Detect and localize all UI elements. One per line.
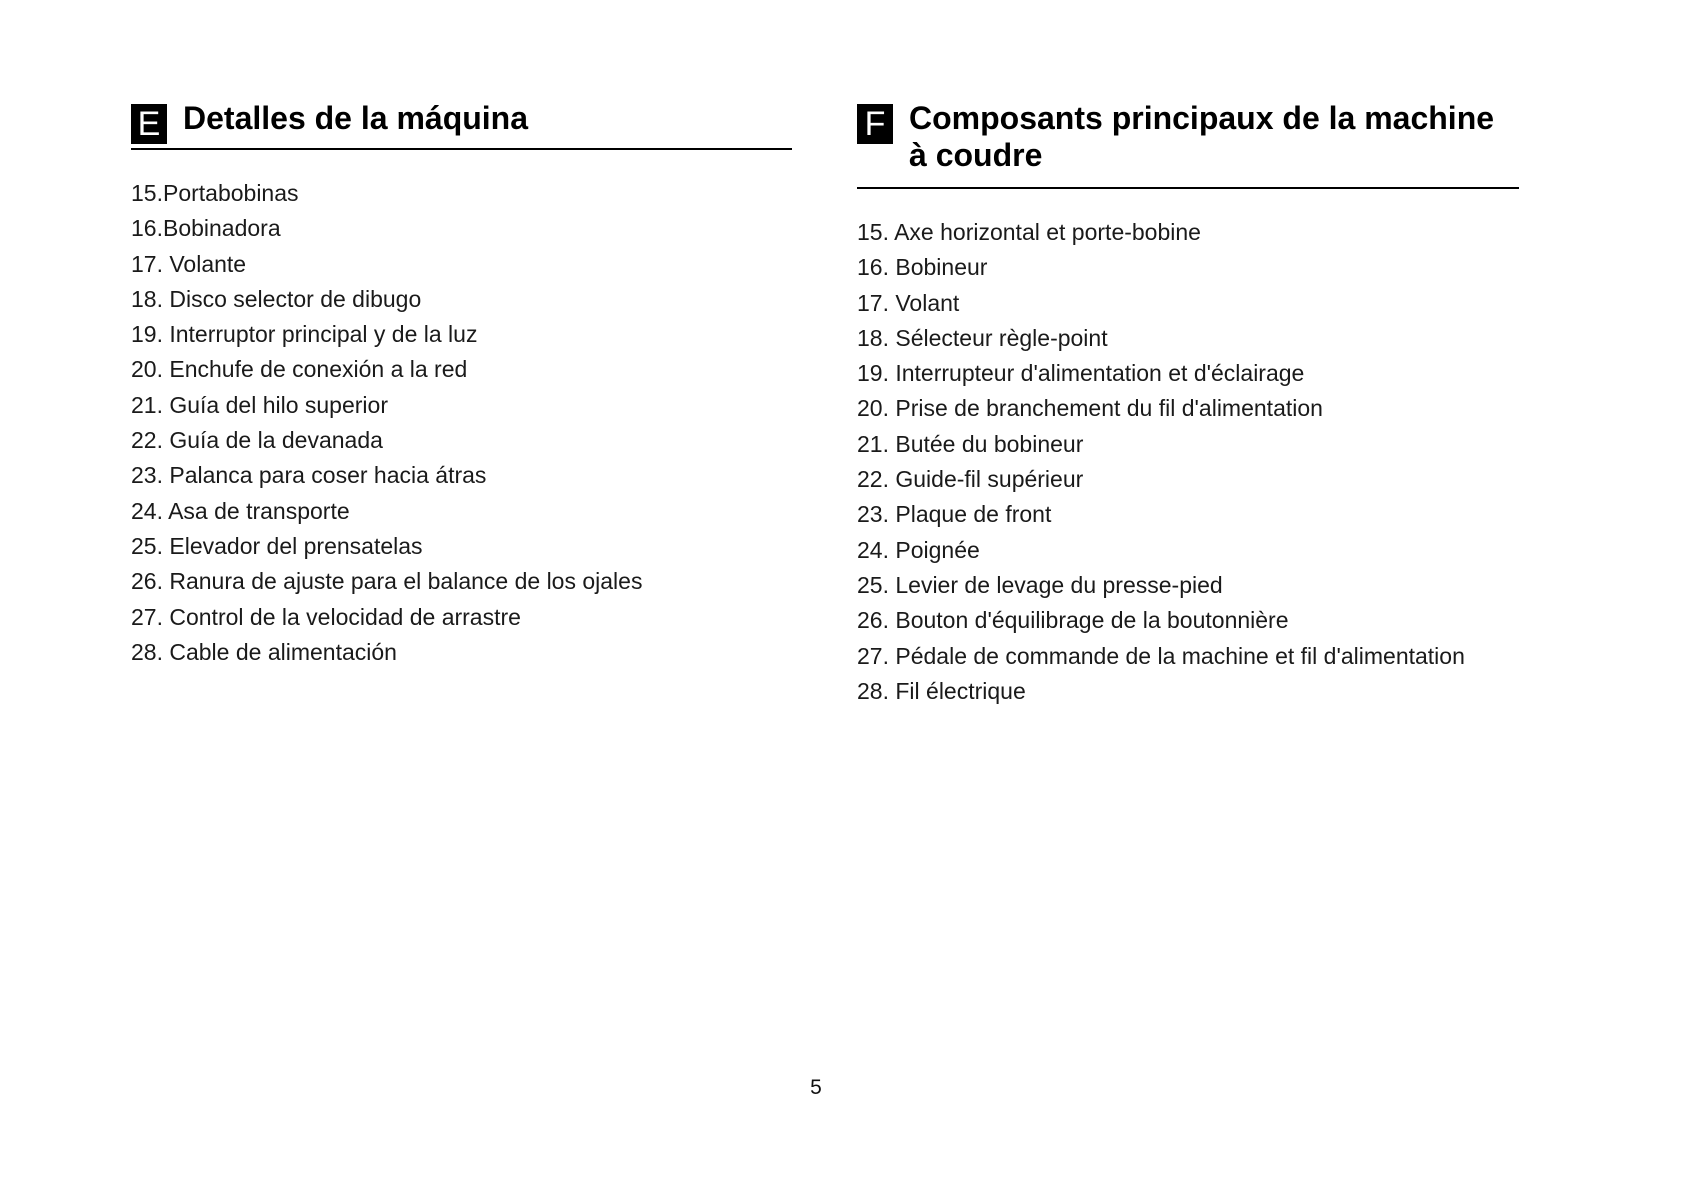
french-part-item: 19. Interrupteur d'alimentation et d'éclairage: [857, 360, 1305, 387]
spanish-part-item: 18. Disco selector de dibugo: [131, 285, 422, 312]
french-section-title: Composants principaux de la machine à coudre: [909, 100, 1495, 173]
french-part-item: 26. Bouton d'équilibrage de la boutonnière: [857, 607, 1289, 634]
spanish-part-item: 23. Palanca para coser hacia átras: [131, 462, 487, 489]
french-part-item: 22. Guide-fil supérieur: [857, 466, 1084, 493]
spanish-part-item: 27. Control de la velocidad de arrastre: [131, 603, 521, 630]
spanish-part-item: 25. Elevador del prensatelas: [131, 532, 423, 559]
french-part-item: 28. Fil électrique: [857, 677, 1026, 704]
spanish-part-item: 20. Enchufe de conexión a la red: [131, 356, 468, 383]
french-part-item: 17. Volant: [857, 289, 960, 316]
spanish-parts-list: [131, 176, 792, 670]
spanish-part-item: 15.Portabobinas: [131, 180, 299, 206]
french-part-item: 24. Poignée: [857, 536, 980, 563]
french-part-item: 25. Levier de levage du presse-pied: [857, 571, 1223, 598]
page-number: 5: [810, 1076, 822, 1099]
french-part-item: 23. Plaque de front: [857, 501, 1052, 528]
spanish-section: [131, 100, 792, 670]
french-part-item: 27. Pédale de commande de la machine et fil d'alimentation: [857, 642, 1465, 669]
spanish-part-item: 21. Guía del hilo superior: [131, 391, 388, 418]
spanish-part-item: 22. Guía de la devanada: [131, 427, 383, 454]
french-part-item: 21. Butée du bobineur: [857, 430, 1084, 457]
spanish-part-item: 26. Ranura de ajuste para el balance de los ojales: [131, 568, 643, 595]
french-section-header: [857, 100, 1519, 189]
language-badge-f: F: [857, 104, 893, 144]
language-badge-e: E: [131, 104, 167, 144]
spanish-part-item: 24. Asa de transporte: [131, 497, 350, 524]
spanish-part-item: 16.Bobinadora: [131, 215, 281, 242]
french-parts-list: [857, 215, 1519, 709]
french-part-item: 15. Axe horizontal et porte-bobine: [857, 219, 1201, 245]
french-part-item: 16. Bobineur: [857, 254, 988, 281]
french-section: [857, 100, 1519, 709]
spanish-part-item: 17. Volante: [131, 250, 247, 277]
spanish-part-item: 19. Interruptor principal y de la luz: [131, 321, 478, 348]
spanish-section-header: [131, 100, 792, 150]
spanish-section-title: Detalles de la máquina: [183, 100, 529, 136]
french-part-item: 20. Prise de branchement du fil d'alimentation: [857, 395, 1323, 422]
french-part-item: 18. Sélecteur règle-point: [857, 324, 1108, 351]
spanish-part-item: 28. Cable de alimentación: [131, 638, 397, 665]
